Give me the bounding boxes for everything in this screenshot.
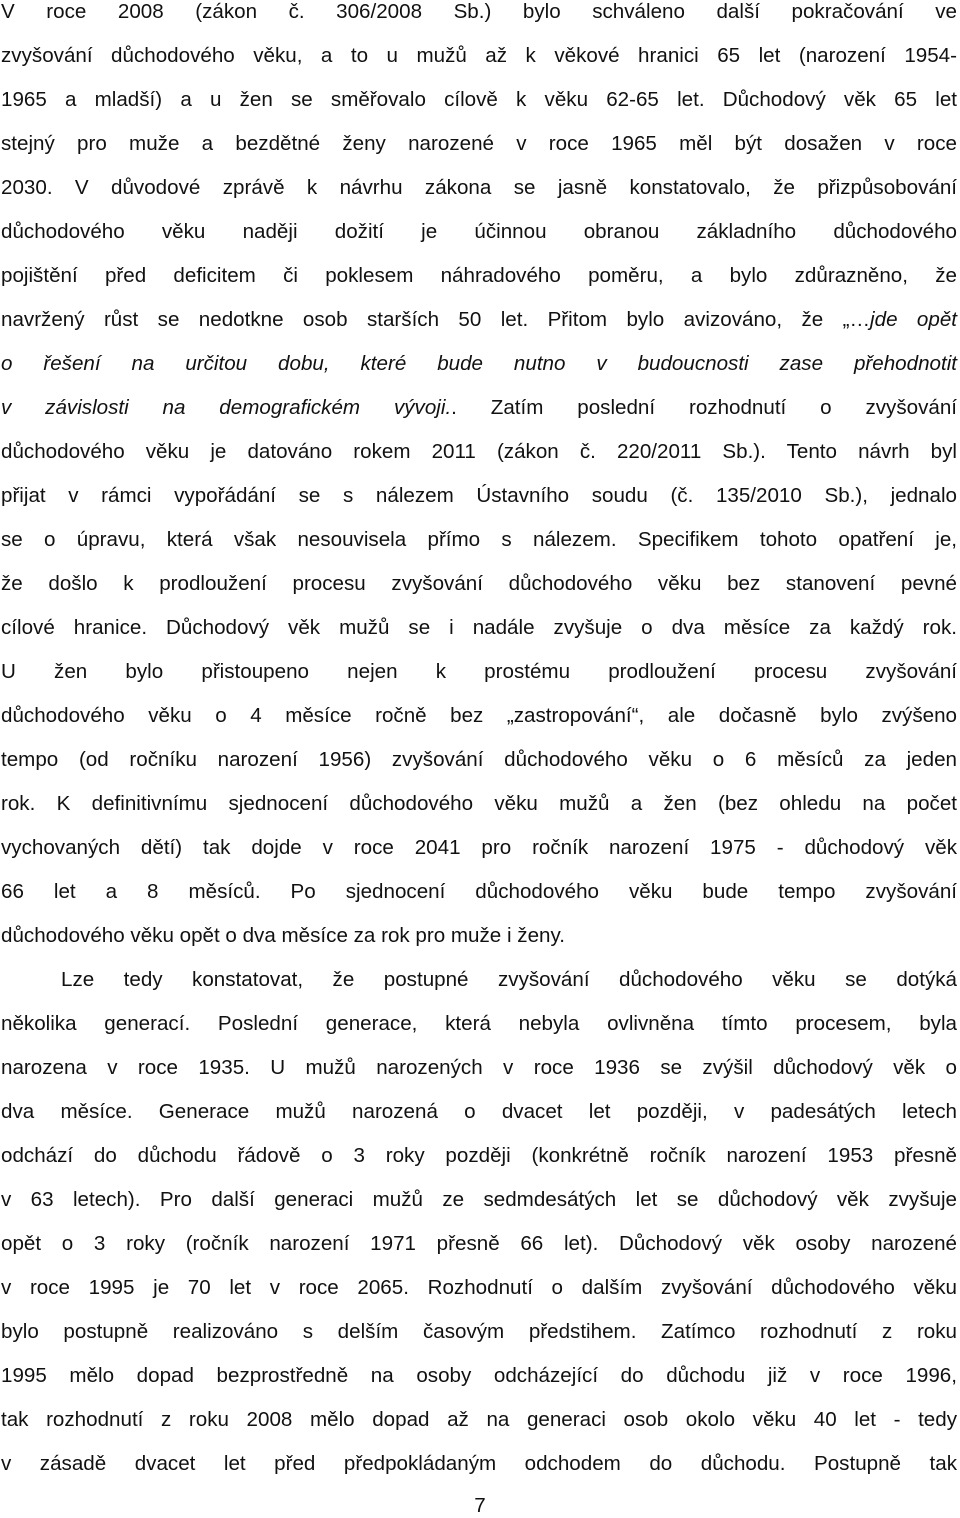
text-line bbox=[1, 968, 957, 992]
text-line-content: důchodového věku naději dožití je účinnou obranou základního důchodového bbox=[1, 220, 957, 243]
text-line-content: bylo postupně realizováno s delším časovým předstihem. Zatímco rozhodnutí z roku bbox=[1, 1320, 957, 1343]
text-line-content: v zásadě dvacet let před předpokládaným odchodem do důchodu. Postupně tak bbox=[1, 1452, 957, 1475]
text-line bbox=[1, 792, 957, 816]
text-line bbox=[1, 308, 957, 332]
text-line bbox=[1, 1012, 957, 1036]
text-line bbox=[1, 132, 957, 156]
text-line bbox=[1, 264, 957, 288]
text-line bbox=[1, 176, 957, 200]
page-number: 7 bbox=[474, 1494, 486, 1517]
text-line-content: v roce 1995 je 70 let v roce 2065. Rozhodnutí o dalším zvyšování důchodového věku bbox=[1, 1276, 957, 1299]
text-line bbox=[1, 440, 957, 464]
text-line bbox=[1, 1408, 957, 1432]
text-line-content: zvyšování důchodového věku, a to u mužů až k věkové hranici 65 let (narození 1954- bbox=[1, 44, 957, 67]
text-line bbox=[1, 484, 957, 508]
text-line bbox=[1, 1452, 957, 1476]
text-line-content: přijat v rámci vypořádání se s nálezem Ústavního soudu (č. 135/2010 Sb.), jednalo bbox=[1, 484, 957, 507]
text-line-content: několika generací. Poslední generace, která nebyla ovlivněna tímto procesem, byla bbox=[1, 1012, 957, 1035]
text-line-content: tempo (od ročníku narození 1956) zvyšování důchodového věku o 6 měsíců za jeden bbox=[1, 748, 957, 771]
text-line-content: důchodového věku o 4 měsíce ročně bez „zastropování“, ale dočasně bylo zvýšeno bbox=[1, 704, 957, 727]
text-line bbox=[1, 880, 957, 904]
text-line-content: Zatím poslední rozhodnutí o zvyšování bbox=[456, 396, 958, 419]
text-line-content: důchodového věku je datováno rokem 2011 (zákon č. 220/2011 Sb.). Tento návrh byl bbox=[1, 440, 957, 463]
text-line-content: vychovaných dětí) tak dojde v roce 2041 pro ročník narození 1975 - důchodový věk bbox=[1, 836, 957, 859]
text-line-content: dva měsíce. Generace mužů narozená o dvacet let později, v padesátých letech bbox=[1, 1100, 957, 1123]
text-line bbox=[1, 44, 957, 68]
text-line-content: 2030. V důvodové zprávě k návrhu zákona se jasně konstatovalo, že přizpůsobování bbox=[1, 176, 957, 199]
text-line bbox=[1, 396, 957, 420]
text-line bbox=[1, 1188, 957, 1212]
italic-quote: jde opět bbox=[870, 308, 957, 331]
italic-quote: v závislosti na demografickém vývoji. bbox=[1, 396, 452, 419]
text-line bbox=[1, 616, 957, 640]
text-line-content: U žen bylo přistoupeno nejen k prostému prodloužení procesu zvyšování bbox=[1, 660, 957, 683]
text-line bbox=[1, 660, 957, 684]
text-line bbox=[1, 528, 957, 552]
text-line bbox=[1, 704, 957, 728]
text-line-content: V roce 2008 (zákon č. 306/2008 Sb.) bylo schváleno další pokračování ve bbox=[1, 0, 957, 23]
text-line-content: že došlo k prodloužení procesu zvyšování důchodového věku bez stanovení pevné bbox=[1, 572, 957, 595]
text-line-content: pojištění před deficitem či poklesem náhradového poměru, a bylo zdůrazněno, že bbox=[1, 264, 957, 287]
text-line-content: narozena v roce 1935. U mužů narozených v roce 1936 se zvýšil důchodový věk o bbox=[1, 1056, 957, 1079]
text-line bbox=[1, 1144, 957, 1168]
text-line-content: odchází do důchodu řádově o 3 roky později (konkrétně ročník narození 1953 přesně bbox=[1, 1144, 957, 1167]
text-line bbox=[1, 1232, 957, 1256]
text-line-content: . bbox=[451, 396, 457, 419]
text-line-content: se o úpravu, která však nesouvisela přímo s nálezem. Specifikem tohoto opatření je, bbox=[1, 528, 957, 551]
text-line-content: 1995 mělo dopad bezprostředně na osoby odcházející do důchodu již v roce 1996, bbox=[1, 1364, 957, 1387]
text-line-content: v 63 letech). Pro další generaci mužů ze sedmdesátých let se důchodový věk zvyšuje bbox=[1, 1188, 957, 1211]
text-line-content: Lze tedy konstatovat, že postupné zvyšování důchodového věku se dotýká bbox=[61, 968, 957, 991]
text-line bbox=[1, 1276, 957, 1300]
text-line-content: důchodového věku opět o dva měsíce za rok pro muže i ženy. bbox=[1, 924, 565, 947]
text-line-content: navržený růst se nedotkne osob starších 50 let. Přitom bylo avizováno, že „… bbox=[1, 308, 871, 331]
text-line bbox=[1, 572, 957, 596]
text-line-content: opět o 3 roky (ročník narození 1971 přesně 66 let). Důchodový věk osoby narozené bbox=[1, 1232, 957, 1255]
text-line bbox=[1, 1320, 957, 1344]
text-line-content: rok. K definitivnímu sjednocení důchodového věku mužů a žen (bez ohledu na počet bbox=[1, 792, 957, 815]
text-line-content: 66 let a 8 měsíců. Po sjednocení důchodového věku bude tempo zvyšování bbox=[1, 880, 957, 903]
text-line-content: tak rozhodnutí z roku 2008 mělo dopad až na generaci osob okolo věku 40 let - tedy bbox=[1, 1408, 957, 1431]
text-line-content: 1965 a mladší) a u žen se směřovalo cílově k věku 62-65 let. Důchodový věk 65 let bbox=[1, 88, 957, 111]
text-line bbox=[1, 220, 957, 244]
text-line-content: cílové hranice. Důchodový věk mužů se i nadále zvyšuje o dva měsíce za každý rok. bbox=[1, 616, 957, 639]
text-line bbox=[1, 88, 957, 112]
text-line-content: stejný pro muže a bezdětné ženy narozené v roce 1965 měl být dosažen v roce bbox=[1, 132, 957, 155]
text-line bbox=[1, 924, 957, 948]
text-line bbox=[1, 0, 957, 24]
italic-quote: o řešení na určitou dobu, které bude nutno v budoucnosti zase přehodnotit bbox=[1, 352, 957, 375]
text-line bbox=[1, 748, 957, 772]
text-line bbox=[1, 1056, 957, 1080]
text-line bbox=[1, 1100, 957, 1124]
text-line bbox=[1, 836, 957, 860]
text-line bbox=[1, 1364, 957, 1388]
text-line bbox=[1, 352, 957, 376]
